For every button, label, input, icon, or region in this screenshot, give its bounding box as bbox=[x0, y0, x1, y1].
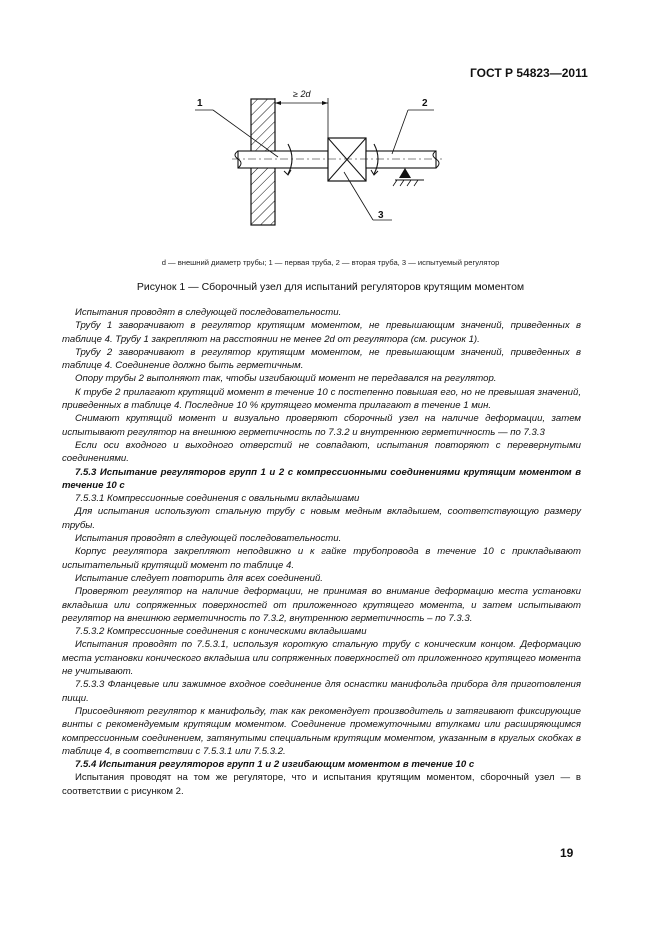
paragraph: Трубу 2 заворачивают в регулятор крутящим моментом, не превышающим значений, приведенных в таблице 4. Соединение должно быть герметичным. bbox=[62, 346, 581, 372]
figure-caption: Рисунок 1 — Сборочный узел для испытаний регуляторов крутящим моментом bbox=[136, 281, 525, 293]
paragraph: Если оси входного и выходного отверстий не совпадают, испытания повторяют с перевернутыми соединениями. bbox=[62, 439, 581, 465]
paragraph: Испытания проводят в следующей последовательности. bbox=[75, 533, 342, 545]
paragraph: Опору трубы 2 выполняют так, чтобы изгибающий момент не передавался на регулятор. bbox=[75, 373, 497, 385]
paragraph: Присоединяют регулятор к манифольду, так как рекомендует производитель и затягивают фиксирующие винты с рекомендуемым крутящим моментом. Соединение промежуточными втулками или расширяющимся компрессионным соединением, затянутыми специальным крутящим моментом, указанным в круглых скобках в таблице 4, в соответствии с 7.5.3.1 или 7.5.3.2. bbox=[62, 705, 581, 757]
paragraph: Испытания проводят в следующей последовательности. bbox=[75, 307, 342, 318]
paragraph: Для испытания используют стальную трубу с новым медным вкладышем, соответствующую размеру трубы. bbox=[62, 506, 581, 531]
pipe-support bbox=[399, 168, 411, 178]
paragraph: Испытание следует повторить для всех соединений. bbox=[75, 572, 323, 584]
paragraph: Трубу 1 заворачивают в регулятор крутящим моментом, не превышающим значений, приведенных в таблице 4. Трубу 1 закрепляют на расстоянии не менее 2d от регулятора (см. рисунок 1). bbox=[62, 320, 581, 345]
second-pipe bbox=[366, 151, 436, 168]
subsection-heading: 7.5.3.1 Компрессионные соединения с овальными вкладышами bbox=[75, 493, 360, 505]
subsection-heading: 7.5.3.2 Компрессионные соединения с коническими вкладышами bbox=[75, 626, 367, 638]
section-heading: 7.5.3 Испытание регуляторов групп 1 и 2 с компрессионными соединениями крутящим моментом в течение 10 с bbox=[62, 466, 581, 491]
label-1: 1 bbox=[197, 98, 203, 109]
paragraph: К трубе 2 прилагают крутящий момент в течение 10 с постепенно повышая его, но не превышая значений, приведенных в таблице 4. Последние 10 % крутящего момента прилагают в течение 1 мин. bbox=[62, 386, 581, 412]
paragraph: Испытания проводят на том же регуляторе, что и испытания крутящим моментом, сборочный узел — в соответствии с рисунком 2. bbox=[62, 772, 581, 797]
body-text bbox=[62, 306, 581, 798]
paragraph: Проверяют регулятор на наличие деформации, не принимая во внимание деформацию места установки вкладыша или сопряженных поверхностей от приложенного крутящего момента, и затем испытывают регулятор на внешнюю герметичность по 7.3.2, внутреннюю герметичность – по 7.3.3. bbox=[62, 586, 581, 624]
assembly-figure bbox=[0, 0, 661, 260]
label-3: 3 bbox=[378, 210, 384, 221]
page-number: 19 bbox=[560, 846, 574, 860]
dimension-label: ≥ 2d bbox=[293, 89, 311, 99]
paragraph: Испытания проводят по 7.5.3.1, используя короткую стальную трубу с коническим концом. Деформацию места установки конического вкладыша или сопряженных поверхностей от приложенного крутящего момента не учитывают. bbox=[62, 639, 581, 678]
subsection-heading: 7.5.3.3 Фланцевые или зажимное входное соединение для оснастки манифольда прибора для приготовления пищи. bbox=[62, 679, 581, 704]
label-2: 2 bbox=[422, 98, 428, 109]
first-pipe bbox=[238, 151, 328, 168]
document-code: ГОСТ Р 54823—2011 bbox=[470, 66, 588, 80]
paragraph: Корпус регулятора закрепляют неподвижно и к гайке трубопровода в течение 10 с прикладывают испытательный крутящий момент по таблице 4. bbox=[62, 546, 581, 571]
paragraph: Снимают крутящий момент и визуально проверяют сборочный узел на наличие деформации, затем испытывают регулятор на внешнюю герметичность по 7.3.2 и внутреннюю герметичность — по 7.3.3 bbox=[62, 413, 581, 438]
section-heading: 7.5.4 Испытания регуляторов групп 1 и 2 изгибающим моментом в течение 10 с bbox=[75, 759, 475, 771]
figure-legend: d — внешний диаметр трубы; 1 — первая труба, 2 — вторая труба, 3 — испытуемый регулятор bbox=[161, 258, 500, 267]
